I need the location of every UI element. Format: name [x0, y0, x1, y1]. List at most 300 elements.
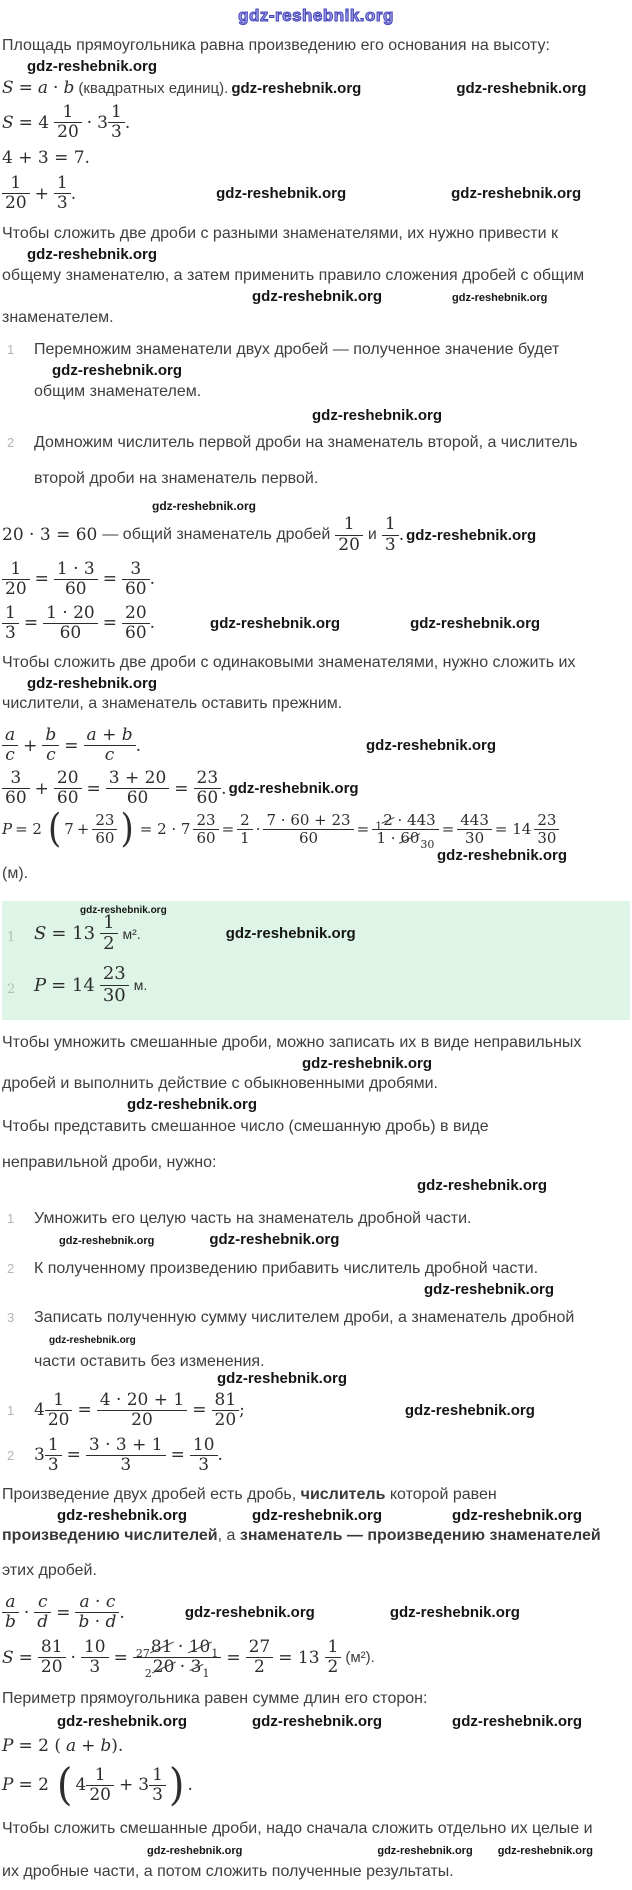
plus: + [34, 183, 49, 204]
denominator: 20 [45, 1410, 73, 1430]
conversion-item-1 [2, 1391, 630, 1430]
dot: · [86, 112, 93, 133]
equals: = [18, 78, 33, 99]
intro-paragraph: Площадь прямоугольника равна произведению его основания на высоту: [2, 37, 550, 54]
numerator: 7 · 60 + 23 [266, 811, 351, 830]
var-S: S [2, 1647, 14, 1668]
equals: = [226, 1647, 241, 1668]
numerator: a · c [79, 1592, 116, 1613]
list-marker: 1 [7, 1402, 15, 1418]
formula-area-definition [2, 78, 630, 98]
equals: = [192, 1400, 207, 1421]
rule-same-denominators-1: Чтобы сложить две дроби с одинаковыми знаменателями, нужно сложить их [2, 653, 576, 671]
equation-text: 4 + 3 = 7. [2, 148, 90, 169]
equals: = [113, 1647, 128, 1668]
list-item-2 [2, 433, 630, 489]
period: . [124, 112, 131, 133]
denominator: 3 [149, 1785, 166, 1805]
numerator: 1 · 20 [46, 602, 95, 623]
fraction [100, 964, 129, 1005]
watermark-line [417, 1177, 630, 1195]
watermark: gdz-reshebnik.org [127, 1096, 258, 1114]
list-item-add-numerator [2, 1259, 630, 1299]
fraction [81, 1638, 109, 1677]
list-item-write-sum [2, 1308, 630, 1372]
formula-fraction-sum [2, 174, 630, 213]
integer: 3 [138, 1775, 150, 1796]
step-text: части оставить без изменения. [34, 1353, 265, 1371]
formula-common-denominator [2, 515, 630, 554]
fraction [75, 1593, 119, 1632]
dot: · [177, 1637, 184, 1658]
dot: · [53, 78, 59, 99]
open-paren: ( [56, 1759, 73, 1811]
denominator: 20 [335, 535, 363, 555]
step-text: Записать полученную сумму числителем дроби, а знаменатель дробной [34, 1308, 575, 1326]
watermark-line [437, 847, 630, 865]
step-text: К полученному произведению прибавить числитель дробной части. [34, 1260, 539, 1278]
denominator: 3 [382, 535, 399, 555]
fraction [325, 1638, 342, 1677]
watermark: gdz-reshebnik.org [209, 1230, 340, 1248]
equals: = [170, 1445, 185, 1466]
equals: = [77, 1400, 92, 1421]
cancel-result: 1 [211, 1647, 219, 1661]
dot: · [70, 1647, 76, 1668]
denominator: 60 [2, 788, 30, 808]
denominator: 20 [86, 1785, 114, 1805]
formula-improper-second [34, 1436, 223, 1475]
equals: = 13 [278, 1647, 320, 1668]
integer: 7 [64, 820, 74, 839]
fraction [54, 174, 71, 213]
watermark-line [2, 1713, 630, 1731]
list-marker: 3 [7, 1309, 15, 1325]
fraction [34, 1593, 51, 1632]
fraction [45, 1436, 62, 1475]
text: которой равен [385, 1485, 497, 1503]
rule-same-denominators-2: числители, а знаменатель оставить прежним. [2, 695, 343, 713]
equals: = [18, 1647, 33, 1668]
fraction-cancelled [133, 1637, 222, 1681]
watermark-line [2, 1507, 630, 1525]
fraction [2, 560, 30, 599]
units-note: (квадратных единиц). [78, 79, 229, 97]
fraction [190, 1436, 218, 1475]
equals: = [102, 613, 117, 634]
watermark: gdz-reshebnik.org [184, 1604, 315, 1622]
period: . [187, 1775, 193, 1796]
numerator: c [37, 1592, 48, 1613]
rule-add-mixed-1: Чтобы сложить смешанные дроби, надо сначала сложить отдельно их целые и [2, 1819, 593, 1837]
watermark: gdz-reshebnik.org [452, 291, 548, 304]
dot: · [23, 1602, 30, 1623]
denominator: 3 [86, 1455, 166, 1475]
text: Произведение двух дробей есть дробь, [2, 1485, 301, 1503]
watermark: gdz-reshebnik.org [228, 780, 359, 798]
rule-mixed-to-improper-1: Чтобы представить смешанное число (смешанную дробь) в виде [2, 1117, 489, 1135]
numerator: 23 [95, 811, 115, 830]
rule-product-1 [2, 1485, 630, 1505]
cancelled-number: 10 [188, 1637, 211, 1658]
label-text: и [367, 526, 377, 543]
unit-meters [2, 865, 630, 883]
numerator: 81 [40, 1637, 63, 1658]
watermark-line [217, 1370, 630, 1388]
fraction [2, 604, 19, 643]
denominator: 30 [457, 829, 492, 847]
watermark: gdz-reshebnik.org [389, 1604, 520, 1622]
denominator: b · d [75, 1612, 119, 1632]
answer-marker: 1 [7, 930, 16, 946]
unit-text: (м). [2, 865, 29, 883]
var-S: S [2, 78, 14, 99]
rule-multiply-mixed-2: дробей и выполнить действие с обыкновенными дробями. [2, 1075, 438, 1093]
formula-sum-integers [2, 148, 630, 168]
rule-different-denominators-2: общему знаменателю, а затем применить правило сложения дробей с общим [2, 266, 585, 284]
fraction [457, 812, 492, 847]
numerator: 1 [47, 1434, 59, 1455]
equals: = [56, 1602, 71, 1623]
step-text: Перемножим знаменатели двух дробей — полученное значение будет [34, 341, 560, 359]
dot: · [179, 1657, 186, 1678]
unit-label: м. [133, 977, 148, 994]
bold-text: знаменатель — произведению знаменателей [239, 1527, 601, 1545]
integer: 4 [75, 1775, 87, 1796]
watermark-line [152, 497, 630, 515]
equals: = [441, 820, 455, 839]
formula-improper-first [34, 1391, 535, 1430]
numerator: 1 [111, 102, 122, 123]
equals: = 13 [51, 923, 96, 945]
watermark-line [252, 288, 630, 306]
step-text: общим знаменателем. [34, 382, 202, 400]
period: . [135, 735, 142, 756]
var-a: a [65, 1735, 77, 1756]
watermark: gdz-reshebnik.org [231, 79, 362, 97]
formula-area-result [2, 1637, 630, 1681]
denominator: 30 [534, 829, 559, 847]
denominator: 20 [2, 193, 30, 213]
watermark: gdz-reshebnik.org [147, 1844, 243, 1857]
watermark: gdz-reshebnik.org [404, 1401, 535, 1419]
numerator: 3 [10, 768, 22, 789]
watermark-line [34, 1231, 471, 1249]
watermark: gdz-reshebnik.org [302, 1054, 433, 1072]
equals: = [23, 613, 39, 634]
rule-add-mixed-2: их дробные части, а потом сложить полученные результаты. [2, 1863, 454, 1880]
plus: + [76, 820, 90, 839]
numerator: 1 [5, 602, 16, 623]
numerator: 1 [62, 102, 74, 123]
rule-product-2 [2, 1526, 630, 1546]
equals: = 2 · 7 [139, 820, 191, 839]
numerator: 20 [125, 602, 147, 623]
var-S: S [34, 923, 47, 945]
formula-general-product [2, 1593, 630, 1632]
fraction [97, 1391, 188, 1430]
equals: = 14 [51, 974, 95, 996]
denominator: 20 [54, 122, 82, 142]
denominator: 3 [190, 1455, 218, 1475]
list-marker: 1 [7, 1210, 15, 1226]
equals: = [102, 569, 117, 590]
numerator: 1 [10, 558, 22, 579]
denominator: 60 [263, 829, 353, 847]
denominator: 60 [122, 623, 150, 643]
watermark: gdz-reshebnik.org [456, 79, 587, 97]
formula-perimeter-calc [2, 806, 630, 853]
numerator: b [45, 725, 57, 746]
watermark: gdz-reshebnik.org [452, 1506, 583, 1524]
fraction [100, 913, 117, 954]
denominator: 20 [97, 1410, 188, 1430]
watermark: gdz-reshebnik.org [424, 1281, 555, 1299]
watermark: gdz-reshebnik.org [437, 846, 568, 864]
step-text: второй дроби на знаменатель первой. [34, 470, 319, 488]
denominator: 60 [194, 788, 222, 808]
watermark: gdz-reshebnik.org [312, 406, 443, 424]
fraction [45, 1391, 73, 1430]
cancelled-number: 2 [383, 811, 393, 830]
numerator: 3 · 3 + 1 [88, 1434, 163, 1455]
conversion-item-2 [2, 1436, 630, 1475]
denominator: 60 [43, 623, 98, 643]
fraction [335, 515, 363, 554]
close-paren: ) [120, 806, 134, 853]
list-marker: 2 [7, 435, 15, 451]
denominator: 20 [38, 1657, 66, 1677]
list-item-1 [2, 340, 630, 401]
numerator: 1 [56, 173, 68, 194]
numerator: 23 [196, 811, 216, 830]
denominator: 3 [45, 1455, 62, 1475]
formula-expand-first [2, 560, 630, 599]
fraction [263, 812, 353, 847]
cancelled-number: 81 [150, 1637, 173, 1658]
numerator: a + b [86, 725, 133, 746]
numerator: 443 [460, 811, 489, 830]
denominator: 3 [2, 623, 19, 643]
denominator: 2 [246, 1657, 274, 1677]
numerator [133, 1637, 222, 1661]
period: . [398, 525, 405, 545]
watermark: gdz-reshebnik.org [210, 614, 341, 632]
cancel-result: 1 [375, 820, 383, 834]
fraction [194, 769, 222, 808]
fraction [122, 604, 150, 643]
period: . [149, 613, 156, 634]
watermark: gdz-reshebnik.org [57, 1506, 188, 1524]
dot: · [255, 820, 261, 839]
fraction [149, 1766, 166, 1805]
denominator: 60 [122, 579, 150, 599]
denominator: 3 [108, 122, 125, 142]
numerator: 3 [130, 558, 142, 579]
fraction [54, 103, 82, 142]
rule-multiply-mixed-1: Чтобы умножить смешанные дроби, можно записать их в виде неправильных [2, 1033, 582, 1051]
close-paren: ) [168, 1759, 185, 1811]
fraction [2, 1593, 19, 1632]
factor: 1 · [376, 828, 396, 847]
denominator [372, 828, 439, 851]
numerator: a [5, 1592, 16, 1613]
site-logo-watermark: gdz-reshebnik.org [238, 6, 394, 25]
watermark: gdz-reshebnik.org [406, 526, 537, 544]
formula-perimeter-sub [2, 1759, 630, 1811]
watermark: gdz-reshebnik.org [225, 925, 356, 943]
var-P: P [2, 1775, 14, 1796]
equals: = [356, 820, 370, 839]
fraction [212, 1391, 240, 1430]
equals: = [34, 569, 49, 590]
fraction [84, 726, 136, 765]
list-marker: 2 [7, 1261, 15, 1277]
list-item-body [34, 1259, 554, 1299]
equals: = 4 [18, 112, 50, 133]
list-marker: 1 [7, 342, 15, 358]
formula-perimeter-def [2, 1736, 630, 1756]
denominator: 60 [54, 788, 82, 808]
watermark: gdz-reshebnik.org [27, 58, 158, 75]
rule-perimeter: Периметр прямоугольника равен сумме длин его сторон: [2, 1690, 428, 1708]
numerator: a [5, 725, 16, 746]
fraction [382, 515, 399, 554]
fraction [54, 560, 98, 599]
rule-mixed-to-improper-2: неправильной дроби, нужно: [2, 1153, 217, 1171]
period: . [217, 1445, 223, 1466]
numerator: 23 [196, 768, 219, 789]
fraction [2, 726, 18, 765]
integer: 3 [34, 1445, 45, 1466]
list-item-body [34, 1209, 471, 1249]
factor: · 443 [397, 811, 436, 830]
answer-area [2, 905, 630, 955]
equals: = 2 ( [18, 1735, 61, 1756]
fraction [2, 769, 30, 808]
cancelled-number: 3 [190, 1657, 202, 1678]
var-S: S [2, 112, 14, 133]
fraction [54, 769, 82, 808]
fraction [246, 1638, 274, 1677]
equals: = 2 [18, 1775, 49, 1796]
denominator: 20 [212, 1410, 240, 1430]
numerator: 1 [384, 514, 396, 535]
plus: + [34, 778, 49, 799]
denominator: c [84, 745, 136, 765]
watermark: gdz-reshebnik.org [59, 1234, 155, 1247]
denominator: c [42, 745, 59, 765]
numerator: 1 [10, 173, 22, 194]
denominator: 3 [81, 1657, 109, 1677]
numerator: 4 · 20 + 1 [99, 1389, 185, 1410]
integer: 4 [34, 1400, 45, 1421]
equals: = [221, 820, 235, 839]
numerator: 10 [192, 1434, 215, 1455]
watermark: gdz-reshebnik.org [252, 1713, 383, 1731]
denominator: 3 [54, 193, 71, 213]
numerator: 27 [248, 1637, 271, 1658]
rule-product-3: этих дробей. [2, 1562, 97, 1580]
rule-different-denominators-1: Чтобы сложить две дроби с разными знаменателями, их нужно привести к [2, 224, 559, 242]
formula-sum-numeric [2, 769, 630, 808]
numerator: 1 [327, 1637, 339, 1658]
fraction [193, 812, 218, 847]
var-P: P [2, 820, 13, 839]
list-item-body [34, 340, 559, 401]
semicolon: ; [239, 1400, 245, 1421]
denominator: 1 [237, 829, 253, 847]
equation-text: 20 · 3 = 60 [2, 525, 98, 545]
watermark: gdz-reshebnik.org [52, 362, 183, 380]
close-paren: ). [111, 1735, 124, 1756]
watermark: gdz-reshebnik.org [216, 185, 347, 203]
step-text: Домножим числитель первой дроби на знаменатель второй, а числитель [34, 434, 578, 452]
watermark: gdz-reshebnik.org [366, 737, 497, 755]
numerator: 20 [56, 768, 79, 789]
denominator: 2 [100, 933, 117, 954]
denominator [133, 1657, 222, 1681]
denominator: c [2, 745, 18, 765]
equals: = [64, 735, 79, 756]
cancelled-number: 60 [400, 828, 420, 847]
unit-label: (м²). [345, 1649, 375, 1667]
numerator: 1 [53, 1389, 65, 1410]
watermark: gdz-reshebnik.org [57, 1713, 188, 1731]
watermark-line [302, 1055, 630, 1073]
denominator: 60 [54, 579, 98, 599]
var-b: b [100, 1735, 112, 1756]
numerator: 1 · 3 [56, 558, 95, 579]
numerator: 23 [537, 811, 557, 830]
watermark: gdz-reshebnik.org [377, 1844, 473, 1857]
watermark: gdz-reshebnik.org [252, 287, 383, 305]
watermark: gdz-reshebnik.org [80, 905, 167, 917]
unit-label: м². [122, 925, 141, 942]
numerator [372, 811, 439, 834]
watermark-line [2, 1841, 630, 1859]
integer: 3 [97, 112, 108, 133]
watermark-line [127, 1096, 630, 1114]
fraction-cancelled [372, 811, 439, 851]
fraction [122, 560, 150, 599]
watermark: gdz-reshebnik.org [49, 1334, 136, 1346]
var-P: P [2, 1735, 14, 1756]
list-item-body [34, 1308, 574, 1372]
period: . [221, 778, 227, 799]
numerator: 1 [152, 1764, 163, 1785]
label-text: — общий знаменатель дробей [102, 526, 331, 543]
watermark-line [27, 675, 630, 693]
list-item-body [34, 433, 578, 489]
watermark-line [34, 1330, 574, 1348]
cancelled-number: 20 [152, 1657, 175, 1678]
watermark: gdz-reshebnik.org [217, 1370, 348, 1388]
denominator: b [2, 1612, 19, 1632]
formula-expand-second [2, 604, 630, 643]
plus: + [23, 735, 38, 756]
period: . [70, 183, 77, 204]
watermark-line [312, 407, 630, 425]
var-a: a [37, 78, 49, 99]
open-paren: ( [47, 806, 62, 853]
numerator: 1 [94, 1764, 106, 1785]
plus: + [81, 1735, 96, 1756]
fraction [534, 812, 559, 847]
watermark: gdz-reshebnik.org [451, 185, 582, 203]
watermark: gdz-reshebnik.org [410, 614, 541, 632]
numerator: 10 [83, 1637, 106, 1658]
